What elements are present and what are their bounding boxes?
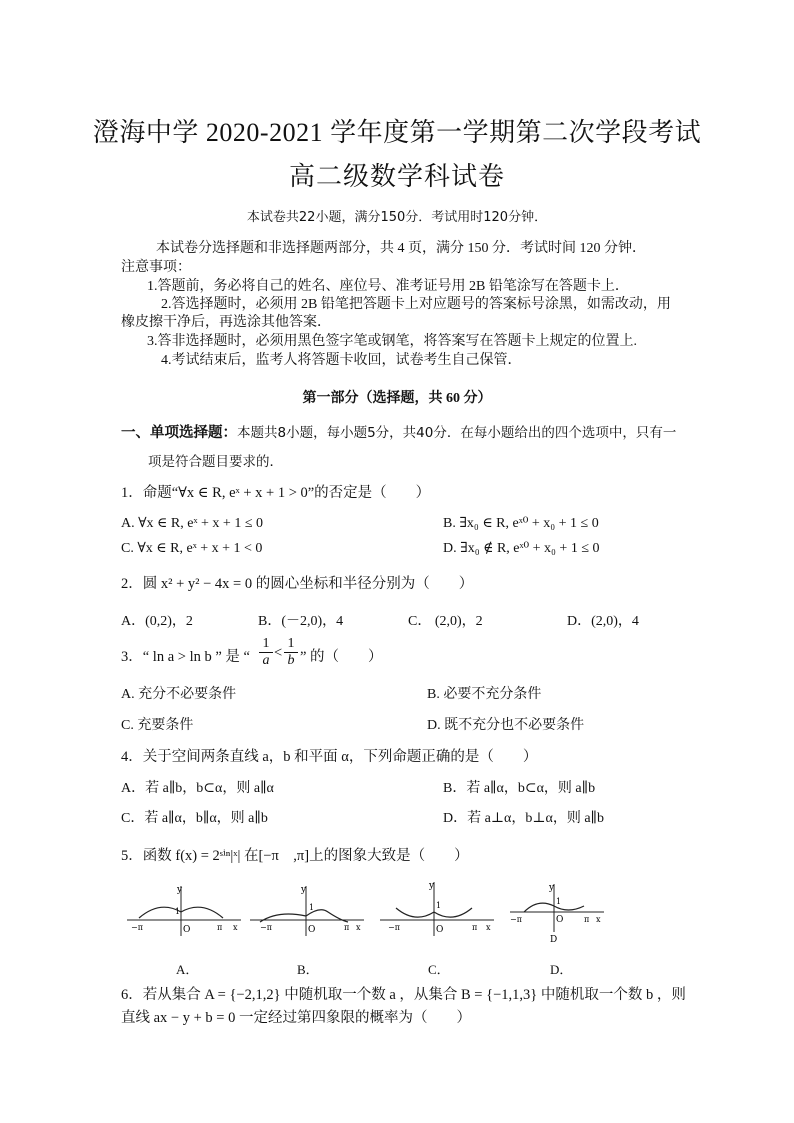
section-desc: 本题共8小题，每小题5分，共40分．在每小题给出的四个选项中，只有一 bbox=[237, 425, 677, 441]
graph-a-pi: π bbox=[217, 923, 223, 932]
section-desc-cont: 项是符合题目要求的． bbox=[148, 454, 283, 470]
graph-b-x-label: x bbox=[356, 923, 361, 932]
graph-c-x-label: x bbox=[486, 923, 491, 932]
graph-a-one: 1 bbox=[175, 907, 181, 916]
q1-option-d: D. ∃x₀ ∉ R, eˣ⁰ + x₀ + 1 ≤ 0 bbox=[443, 541, 600, 556]
graph-b-origin: O bbox=[308, 925, 316, 935]
part1-heading: 第一部分（选择题，共 60 分） bbox=[302, 391, 492, 406]
graph-d-pi: π bbox=[584, 915, 590, 924]
q2-option-b: B．(－2,0)，4 bbox=[258, 614, 344, 629]
q1-option-a: A. ∀x ∈ R, eˣ + x + 1 ≤ 0 bbox=[121, 516, 263, 531]
q4-option-d: D．若 a⊥α，b⊥α，则 a∥b bbox=[443, 811, 605, 826]
graph-a-y-label: y bbox=[177, 885, 183, 895]
graph-a-origin: O bbox=[183, 925, 191, 935]
note-3: 3.答非选择题时，必须用黑色签字笔或钢笔，将答案写在答题卡上规定的位置上. bbox=[147, 334, 637, 349]
graph-a-x-label: x bbox=[233, 923, 238, 932]
q1-option-b: B. ∃x₀ ∈ R, eˣ⁰ + x₀ + 1 ≤ 0 bbox=[443, 516, 599, 531]
q1-option-c: C. ∀x ∈ R, eˣ + x + 1 < 0 bbox=[121, 541, 263, 556]
q3-stem-post: ” 的（ ） bbox=[300, 649, 383, 665]
graph-c-origin: O bbox=[436, 925, 444, 935]
q5-label-a: A． bbox=[176, 962, 199, 977]
q1-stem: 1．命题“∀x ∈ R, eˣ + x + 1 > 0”的否定是（ ） bbox=[121, 485, 431, 501]
q6-line1: 6．若从集合 A = {−2,1,2} 中随机取一个数 a ，从集合 B = {−1,1,3} 中随机取一个数 b ，则 bbox=[121, 987, 686, 1003]
q2-option-a: A．(0,2)，2 bbox=[121, 614, 193, 629]
q3-lt: < bbox=[274, 645, 283, 661]
section-title-line bbox=[121, 421, 676, 442]
graph-c-pi: π bbox=[472, 923, 478, 932]
graph-a-neg-pi: −π bbox=[131, 923, 143, 932]
q5-label-c: C． bbox=[428, 962, 450, 977]
graph-d-origin: O bbox=[556, 915, 564, 925]
graph-d-neg-pi: −π bbox=[510, 915, 522, 924]
graph-d-mark: D bbox=[550, 935, 558, 945]
q3-frac2-num: 1 bbox=[287, 636, 295, 651]
section-title: 一、单项选择题： bbox=[121, 425, 237, 441]
q6-line2: 直线 ax − y + b = 0 一定经过第四象限的概率为（ ） bbox=[121, 1010, 471, 1026]
note-2b: 橡皮擦干净后，再选涂其他答案． bbox=[121, 315, 331, 330]
graph-c-y-label: y bbox=[429, 881, 435, 891]
q4-option-c: C．若 a∥α，b∥α，则 a∥b bbox=[121, 811, 268, 826]
note-1: 1.答题前，务必将自己的姓名、座位号、准考证号用 2B 铅笔涂写在答题卡上． bbox=[147, 279, 629, 294]
graph-c-neg-pi: −π bbox=[388, 923, 400, 932]
q4-stem: 4．关于空间两条直线 a，b 和平面 α，下列命题正确的是（ ） bbox=[121, 749, 538, 765]
graph-b-one: 1 bbox=[309, 903, 315, 912]
q3-frac2-den: b bbox=[284, 652, 298, 669]
q5-stem: 5．函数 f(x) = 2ˢⁱⁿ|ˣ| 在[−π ,π]上的图象大致是（ ） bbox=[121, 848, 469, 864]
graph-d-one: 1 bbox=[556, 897, 562, 906]
exam-title: 澄海中学 2020-2021 学年度第一学期第二次学段考试 bbox=[92, 118, 702, 147]
q2-option-d: D．(2,0)，4 bbox=[567, 614, 639, 629]
q3-option-a: A. 充分不必要条件 bbox=[121, 687, 237, 702]
q3-fraction-2 bbox=[284, 636, 298, 669]
q4-option-a: A．若 a∥b，b⊂α，则 a∥α bbox=[121, 781, 274, 796]
q5-graph-d bbox=[508, 880, 608, 946]
q3-option-d: D. 既不充分也不必要条件 bbox=[427, 718, 585, 733]
q2-option-c: C． (2,0)，2 bbox=[408, 614, 483, 629]
graph-c-one: 1 bbox=[436, 901, 442, 910]
q5-label-b: B． bbox=[297, 962, 319, 977]
note-2a: 2.答选择题时，必须用 2B 铅笔把答题卡上对应题号的答案标号涂黑，如需改动，用 bbox=[161, 297, 671, 312]
q3-option-c: C. 充要条件 bbox=[121, 718, 194, 733]
graph-d-x-label: x bbox=[596, 915, 601, 924]
graph-b-pi: π bbox=[344, 923, 350, 932]
q4-option-b: B．若 a∥α，b⊂α，则 a∥b bbox=[443, 781, 596, 796]
exam-subtitle: 高二级数学科试卷 bbox=[288, 162, 505, 191]
graph-b-neg-pi: −π bbox=[260, 923, 272, 932]
intro-line: 本试卷分选择题和非选择题两部分，共 4 页，满分 150 分．考试时间 120 分钟． bbox=[156, 241, 646, 256]
exam-summary: 本试卷共22小题，满分150分．考试用时120分钟． bbox=[246, 210, 548, 225]
q3-frac1-num: 1 bbox=[262, 636, 270, 651]
graph-d-y-label: y bbox=[549, 883, 555, 893]
notes-label: 注意事项： bbox=[121, 260, 191, 275]
q5-graph-c bbox=[378, 878, 498, 940]
q3-option-b: B. 必要不充分条件 bbox=[427, 687, 542, 702]
q5-graph-a bbox=[125, 880, 245, 940]
q2-stem: 2．圆 x² + y² − 4x = 0 的圆心坐标和半径分别为（ ） bbox=[121, 576, 474, 592]
graph-b-y-label: y bbox=[301, 885, 307, 895]
q5-graph-b bbox=[248, 880, 368, 940]
q3-stem-pre: 3．“ ln a > ln b ” 是 “ bbox=[121, 649, 250, 665]
q3-frac1-den: a bbox=[259, 652, 273, 669]
q3-fraction-1 bbox=[259, 636, 273, 669]
q5-label-d: D． bbox=[550, 962, 573, 977]
note-4: 4.考试结束后，监考人将答题卡收回，试卷考生自己保管． bbox=[161, 353, 522, 368]
